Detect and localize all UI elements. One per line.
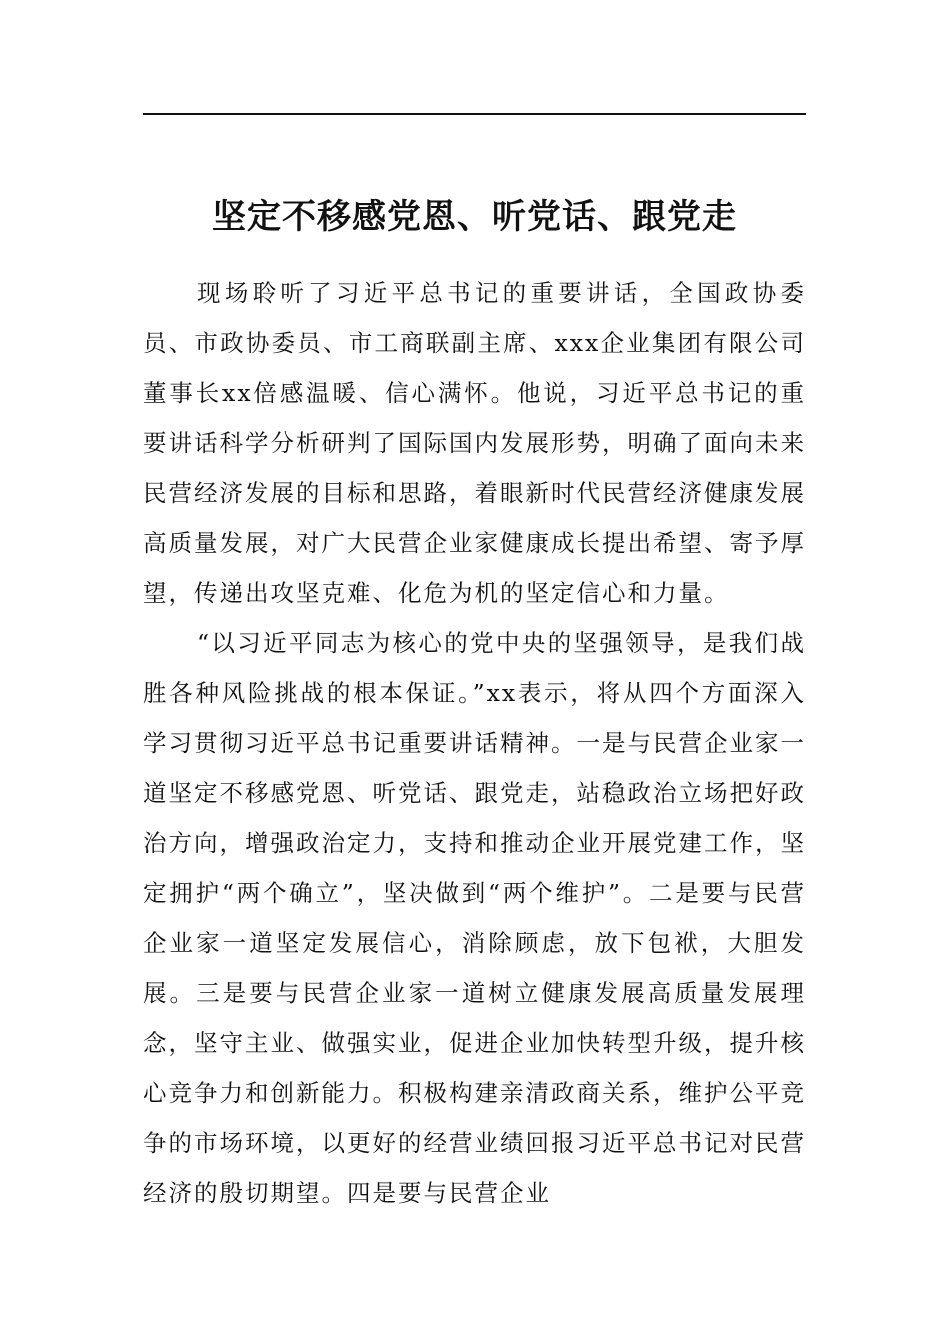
paragraph-1: 现场聆听了习近平总书记的重要讲话，全国政协委员、市政协委员、市工商联副主席、xxx企业集团有限公司董事长xx倍感温暖、信心满怀。他说，习近平总书记的重要讲话科学分析研判了国际国内发展形势，明确了面向未来民营经济发展的目标和思路，着眼新时代民营经济健康发展高质量发展，对广大民营企业家健康成长提出希望、寄予厚望，传递出攻坚克难、化危为机的坚定信心和力量。 [143,279,806,607]
document-body [143,268,806,1218]
paragraph-2: “以习近平同志为核心的党中央的坚强领导，是我们战胜各种风险挑战的根本保证。”xx表示，将从四个方面深入学习贯彻习近平总书记重要讲话精神。一是与民营企业家一道坚定不移感党恩、听党话、跟党走，站稳政治立场把好政治方向，增强政治定力，支持和推动企业开展党建工作，坚定拥护“两个确立”，坚决做到“两个维护”。二是要与民营企业家一道坚定发展信心，消除顾虑，放下包袱，大胆发展。三是要与民营企业家一道树立健康发展高质量发展理念，坚守主业、做强实业，促进企业加快转型升级，提升核心竞争力和创新能力。积极构建亲清政商关系，维护公平竞争的市场环境，以更好的经营业绩回报习近平总书记对民营经济的殷切期望。四是要与民营企业 [143,629,806,1207]
document-title: 坚定不移感党恩、听党话、跟党走 [212,196,737,237]
header-rule [143,113,806,115]
